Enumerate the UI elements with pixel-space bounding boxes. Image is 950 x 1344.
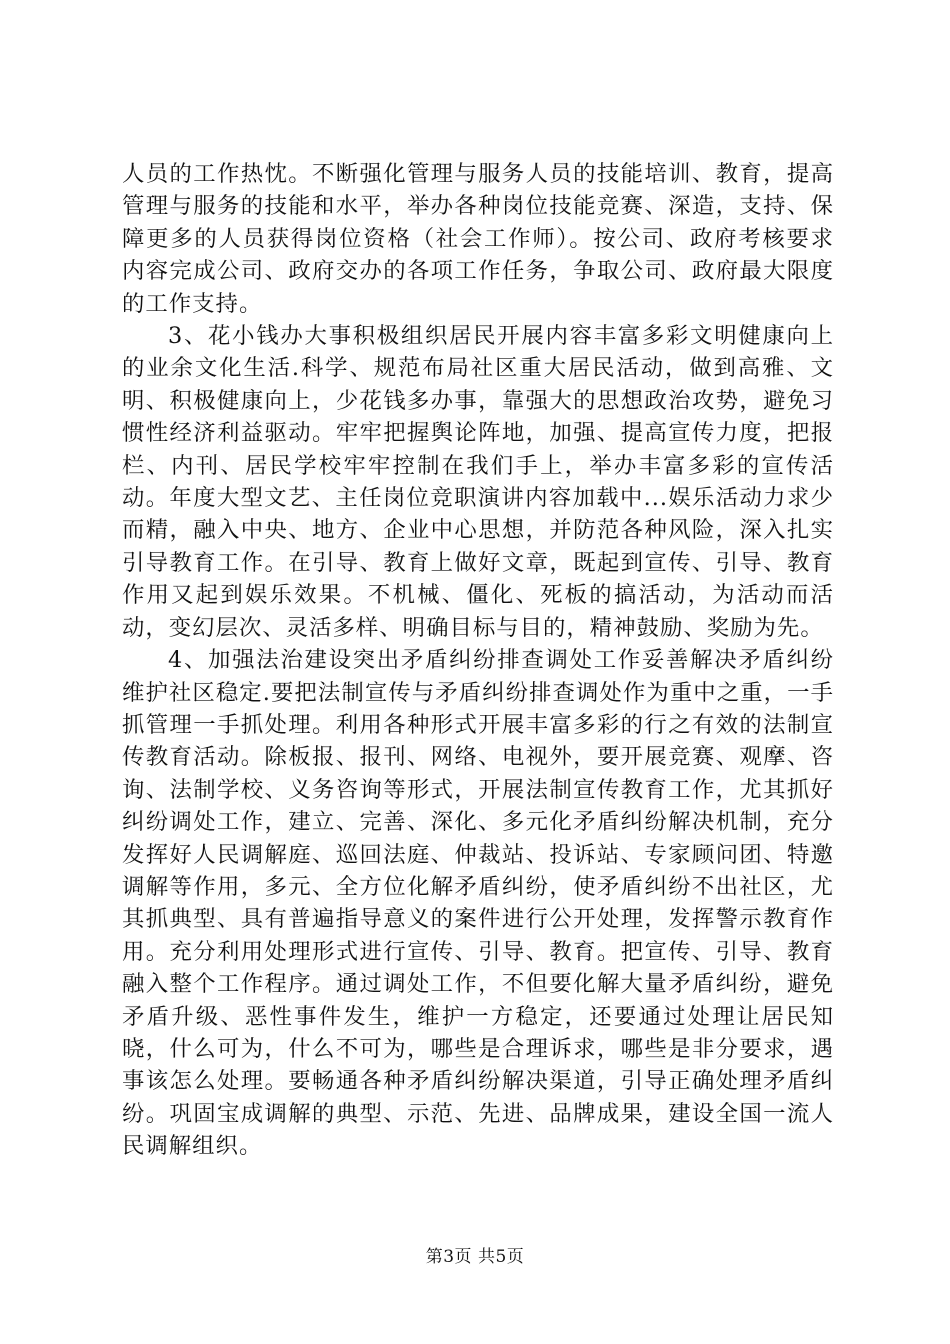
paragraph-continuation: 人员的工作热忱。不断强化管理与服务人员的技能培训、教育，提高管理与服务的技能和水平，举办各种岗位技能竞赛、深造，支持、保障更多的人员获得岗位资格（社会工作师）。按公司、政府考核要求内容完成公司、政府交办的各项工作任务，争取公司、政府最大限度的工作支持。 xyxy=(122,161,834,317)
document-body xyxy=(122,158,834,1163)
paragraph-item-3: 3、花小钱办大事积极组织居民开展内容丰富多彩文明健康向上的业余文化生活.科学、规范布局社区重大居民活动，做到高雅、文明、积极健康向上，少花钱多办事，靠强大的思想政治攻势，避免习惯性经济利益驱动。牢牢把握舆论阵地，加强、提高宣传力度，把报栏、内刊、居民学校牢牢控制在我们手上，举办丰富多彩的宣传活动。年度大型文艺、主任岗位竞职演讲内容加载中...娱乐活动力求少而精，融入中央、地方、企业中心思想，并防范各种风险，深入扎实引导教育工作。在引导、教育上做好文章，既起到宣传、引导、教育作用又起到娱乐效果。不机械、僵化、死板的搞活动，为活动而活动，变幻层次、灵活多样、明确目标与目的，精神鼓励、奖励为先。 xyxy=(122,323,834,641)
paragraph-item-4: 4、加强法治建设突出矛盾纠纷排查调处工作妥善解决矛盾纠纷维护社区稳定.要把法制宣传与矛盾纠纷排查调处作为重中之重，一手抓管理一手抓处理。利用各种形式开展丰富多彩的行之有效的法制宣传教育活动。除板报、报刊、网络、电视外，要开展竞赛、观摩、咨询、法制学校、义务咨询等形式，开展法制宣传教育工作，尤其抓好纠纷调处工作，建立、完善、深化、多元化矛盾纠纷解决机制，充分发挥好人民调解庭、巡回法庭、仲裁站、投诉站、专家顾问团、特邀调解等作用，多元、全方位化解矛盾纠纷，使矛盾纠纷不出社区，尤其抓典型、具有普遍指导意义的案件进行公开处理，发挥警示教育作用。充分利用处理形式进行宣传、引导、教育。把宣传、引导、教育融入整个工作程序。通过调处工作，不但要化解大量矛盾纠纷，避免矛盾升级、恶性事件发生，维护一方稳定，还要通过处理让居民知晓，什么可为，什么不可为，哪些是合理诉求，哪些是非分要求，遇事该怎么处理。要畅通各种矛盾纠纷解决渠道，引导正确处理矛盾纠纷。巩固宝成调解的典型、示范、先进、品牌成果，建设全国一流人民调解组织。 xyxy=(122,647,834,1160)
page-number-footer: 第3页 共5页 xyxy=(425,1247,525,1267)
